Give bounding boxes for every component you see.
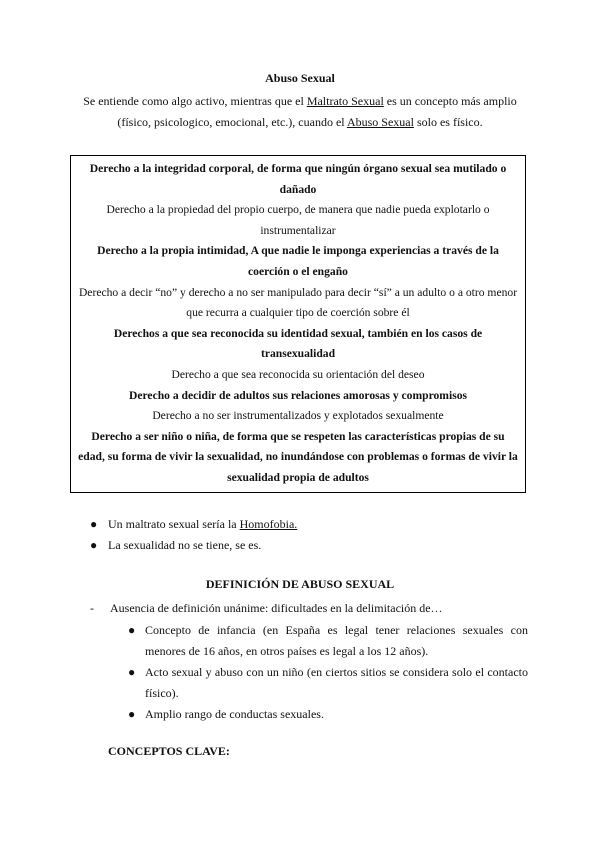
- bullet-icon: ●: [90, 517, 98, 531]
- intro-paragraph: [75, 91, 525, 133]
- maltrato-sexual-link: Maltrato Sexual: [306, 94, 384, 108]
- rights-box: [70, 155, 526, 493]
- sub-item-text: Amplio rango de conductas sexuales.: [145, 707, 324, 721]
- list-item: [128, 704, 528, 725]
- sub-item-text: Acto sexual y abuso con un niño (en ciertos sitios se considera solo el contacto físico).: [145, 665, 528, 700]
- sub-bullet-list: [128, 620, 528, 725]
- list-item: [128, 620, 528, 662]
- bullet-icon: ●: [128, 707, 136, 721]
- intro-text-2: es un concepto más amplio (físico, psicologico, emocional, etc.), cuando el: [117, 94, 517, 129]
- bullet-icon: ●: [128, 623, 136, 637]
- abuso-sexual-link: Abuso Sexual: [346, 115, 414, 129]
- list-item: [90, 514, 530, 535]
- right-item: Derecho a decidir de adultos sus relaciones amorosas y compromisos: [128, 388, 468, 402]
- intro-text-1: Se entiende como algo activo, mientras que el: [83, 94, 307, 108]
- list-item: [90, 535, 530, 556]
- sub-item-text: Concepto de infancia (en España es legal tener relaciones sexuales con menores de 16 años, en otros países es legal a los 12 años).: [145, 623, 528, 658]
- dash-item-text: Ausencia de definición unánime: dificultades en la delimitación de…: [110, 601, 443, 615]
- bullet-text: Un maltrato sexual sería la: [108, 517, 240, 531]
- bullet-text: La sexualidad no se tiene, se es.: [108, 538, 262, 552]
- dash-icon: -: [90, 601, 94, 615]
- bullet-icon: ●: [90, 538, 98, 552]
- right-item: Derechos a que sea reconocida su identidad sexual, también en los casos de transexualidad: [113, 326, 483, 361]
- page-title: Abuso Sexual: [265, 71, 335, 85]
- homofobia-link: Homofobia.: [239, 517, 298, 531]
- bullet-list: [90, 514, 530, 556]
- right-item: Derecho a que sea reconocida su orientación del deseo: [171, 367, 425, 381]
- right-item: Derecho a la propia intimidad, A que nadie le imponga experiencias a través de la coerción o el engaño: [97, 244, 499, 278]
- right-item: Derecho a decir “no” y derecho a no ser manipulado para decir “sí” a un adulto o a otro menor que recurra a cualquier tipo de coerción sobre él: [78, 285, 518, 320]
- right-item: Derecho a ser niño o niña, de forma que se respeten las características propias de su edad, su forma de vivir la sexualidad, no inundándose con problemas o formas de vivir la sexualidad propia de adultos: [78, 429, 518, 484]
- bullet-icon: ●: [128, 665, 136, 679]
- right-item: Derecho a la integridad corporal, de forma que ningún órgano sexual sea mutilado o dañado: [89, 162, 507, 196]
- definition-heading: DEFINICIÓN DE ABUSO SEXUAL: [205, 577, 395, 591]
- intro-text-3: solo es físico.: [413, 115, 483, 129]
- right-item: Derecho a no ser instrumentalizados y explotados sexualmente: [152, 409, 444, 423]
- concepts-heading: CONCEPTOS CLAVE:: [108, 744, 230, 758]
- list-item: [128, 662, 528, 704]
- right-item: Derecho a la propiedad del propio cuerpo, de manera que nadie pueda explotarlo o instrumentalizar: [106, 203, 490, 237]
